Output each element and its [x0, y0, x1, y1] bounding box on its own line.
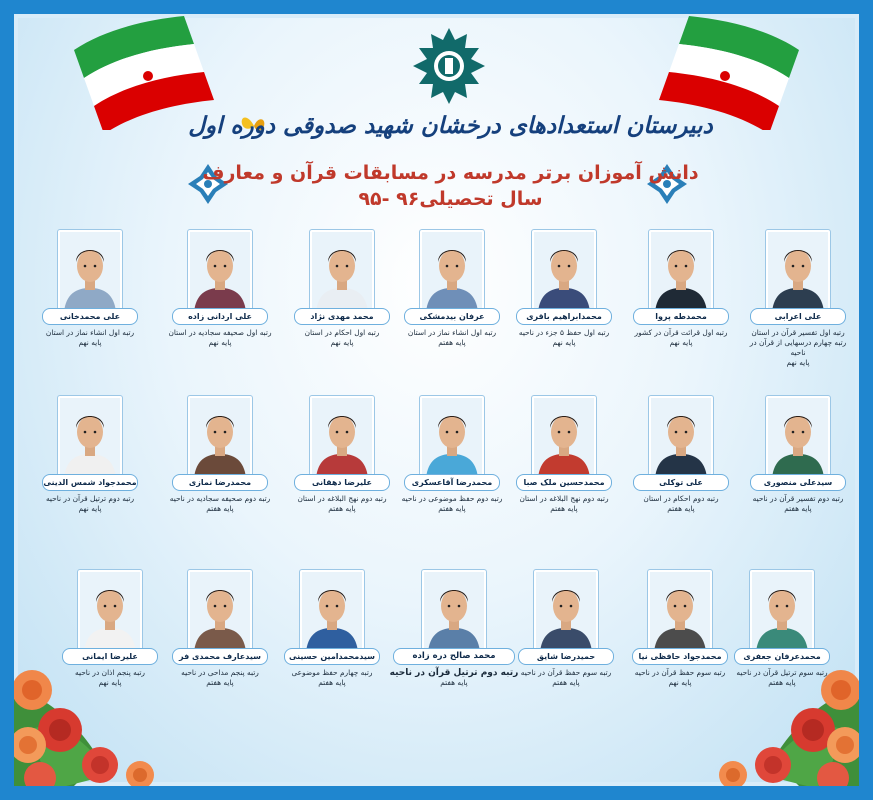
student-name: محمدعرفان جعفری: [734, 648, 830, 665]
student-grade: پایه نهم: [78, 338, 102, 347]
student-grade: پایه نهم: [330, 338, 354, 347]
student-rank-2: رتبه چهارم درسهایی از قرآن در ناحیه: [749, 338, 847, 357]
student-grade: پایه هفتم: [438, 338, 466, 347]
student-grade: پایه هفتم: [438, 504, 466, 513]
student-card: [742, 396, 854, 514]
student-photo: [58, 230, 122, 314]
student-name: محمدجواد شمس الدینی: [42, 474, 138, 491]
student-name: محمدابراهیم باقری: [516, 308, 612, 325]
student-name: محمدطه پروا: [633, 308, 729, 325]
student-photo: [310, 230, 374, 314]
student-grade: پایه هفتم: [552, 678, 580, 687]
student-card: [742, 230, 854, 368]
student-photo: [188, 570, 252, 654]
student-name: سیدعارف محمدی فر: [172, 648, 268, 665]
student-card: [276, 570, 388, 688]
student-grade: پایه نهم: [786, 358, 810, 367]
student-card: [286, 230, 398, 348]
student-card: [396, 230, 508, 348]
student-photo: [766, 396, 830, 480]
student-rank: رتبه اول حفظ ۵ جزء در ناحیه: [518, 328, 610, 337]
student-photo: [532, 230, 596, 314]
student-photo: [58, 396, 122, 480]
student-grade: پایه هفتم: [768, 678, 796, 687]
student-grade: پایه هفتم: [318, 678, 346, 687]
student-photo: [300, 570, 364, 654]
student-card: [625, 230, 737, 348]
student-card: [508, 230, 620, 348]
student-rank: رتبه دوم نهج البلاغه در استان: [519, 494, 609, 503]
student-photo: [310, 396, 374, 480]
student-rank: رتبه چهارم حفظ موضوعی: [291, 668, 373, 677]
student-name: علی اعرابی: [750, 308, 846, 325]
student-name: محمد صالح دره زاده: [393, 648, 515, 665]
student-grade: پایه نهم: [208, 338, 232, 347]
roses-left-icon: [10, 560, 190, 790]
student-card: [286, 396, 398, 514]
student-grade: پایه نهم: [98, 678, 122, 687]
student-name: علیرضا ایمانی: [62, 648, 158, 665]
student-rank: رتبه پنجم مداحی در ناحیه: [181, 668, 259, 677]
student-rank: رتبه اول احکام در استان: [304, 328, 380, 337]
student-name: محمدحسین ملک صبا: [516, 474, 612, 491]
student-rank: رتبه اول تفسیر قرآن در استان: [751, 328, 845, 337]
student-photo: [420, 396, 484, 480]
student-name: عرفان بیدمشکی: [404, 308, 500, 325]
student-name: علیرضا دهقانی: [294, 474, 390, 491]
student-card: [34, 396, 146, 514]
student-name: علی توکلی: [633, 474, 729, 491]
student-name: محمد مهدی نژاد: [294, 308, 390, 325]
student-card: [386, 570, 522, 688]
roses-right-icon: [683, 560, 863, 790]
student-rank: رتبه دوم احکام در استان: [643, 494, 719, 503]
student-rank: رتبه دوم صحیفه سجادیه در ناحیه: [169, 494, 271, 503]
student-rank: رتبه دوم نهج البلاغه در استان: [297, 494, 387, 503]
student-card: [396, 396, 508, 514]
student-photo: [766, 230, 830, 314]
academic-year: سال تحصیلی۹۶ -۹۵: [358, 188, 543, 210]
student-grade: پایه نهم: [669, 338, 693, 347]
student-photo: [649, 396, 713, 480]
student-rank: رتبه اول قرائت قرآن در کشور: [634, 328, 728, 337]
student-rank: رتبه اول انشاء نماز در استان: [407, 328, 497, 337]
student-grade: پایه هفتم: [328, 504, 356, 513]
student-rank: رتبه اول صحیفه سجادیه در استان: [168, 328, 272, 337]
school-emblem-icon: [409, 26, 489, 106]
student-card: [164, 396, 276, 514]
student-name: محمدرضا نمازی: [172, 474, 268, 491]
student-name: محمدجواد حافظی نیا: [632, 648, 728, 665]
student-photo: [420, 230, 484, 314]
student-grade: پایه نهم: [552, 338, 576, 347]
student-name: سیدعلی منصوری: [750, 474, 846, 491]
student-rank: رتبه دوم ترتیل قرآن در ناحیه: [45, 494, 135, 503]
student-grade: پایه نهم: [78, 504, 102, 513]
student-rank: رتبه دوم ترتیل قرآن در ناحیه: [389, 668, 519, 678]
student-rank: رتبه سوم حفظ قرآن در ناحیه: [520, 668, 612, 677]
student-name: حمیدرضا شایق: [518, 648, 614, 665]
student-photo: [188, 396, 252, 480]
student-name: علی محمدخانی: [42, 308, 138, 325]
student-rank: رتبه سوم حفظ قرآن در ناحیه: [634, 668, 726, 677]
student-name: محمدرضا آقاعسکری: [404, 474, 500, 491]
student-rank: رتبه سوم ترتیل قرآن در ناحیه: [736, 668, 828, 677]
student-photo: [532, 396, 596, 480]
student-card: [510, 570, 622, 688]
student-name: علی اردانی زاده: [172, 308, 268, 325]
student-photo: [422, 570, 486, 654]
student-grade: پایه هفتم: [667, 504, 695, 513]
student-grade: پایه هفتم: [440, 678, 468, 687]
student-grade: پایه هفتم: [784, 504, 812, 513]
student-rank: رتبه دوم حفظ موضوعی در ناحیه: [401, 494, 503, 503]
student-card: [164, 230, 276, 348]
student-grade: پایه هفتم: [550, 504, 578, 513]
school-title: دبیرستان استعدادهای درخشان شهید صدوقی دوره اول: [188, 112, 713, 139]
student-grade: پایه هفتم: [206, 678, 234, 687]
student-grade: پایه نهم: [668, 678, 692, 687]
subtitle: دانش آموزان برتر مدرسه در مسابقات قرآن و معارف: [202, 162, 699, 184]
student-grade: پایه هفتم: [206, 504, 234, 513]
student-card: [625, 396, 737, 514]
student-photo: [649, 230, 713, 314]
student-card: [34, 230, 146, 348]
student-name: سیدمحمدامین حسینی: [284, 648, 380, 665]
student-photo: [188, 230, 252, 314]
student-photo: [534, 570, 598, 654]
student-rank: رتبه دوم تفسیر قرآن در ناحیه: [752, 494, 844, 503]
student-rank: رتبه اول انشاء نماز در استان: [45, 328, 135, 337]
student-rank: رتبه پنجم اذان در ناحیه: [75, 668, 145, 677]
student-card: [508, 396, 620, 514]
